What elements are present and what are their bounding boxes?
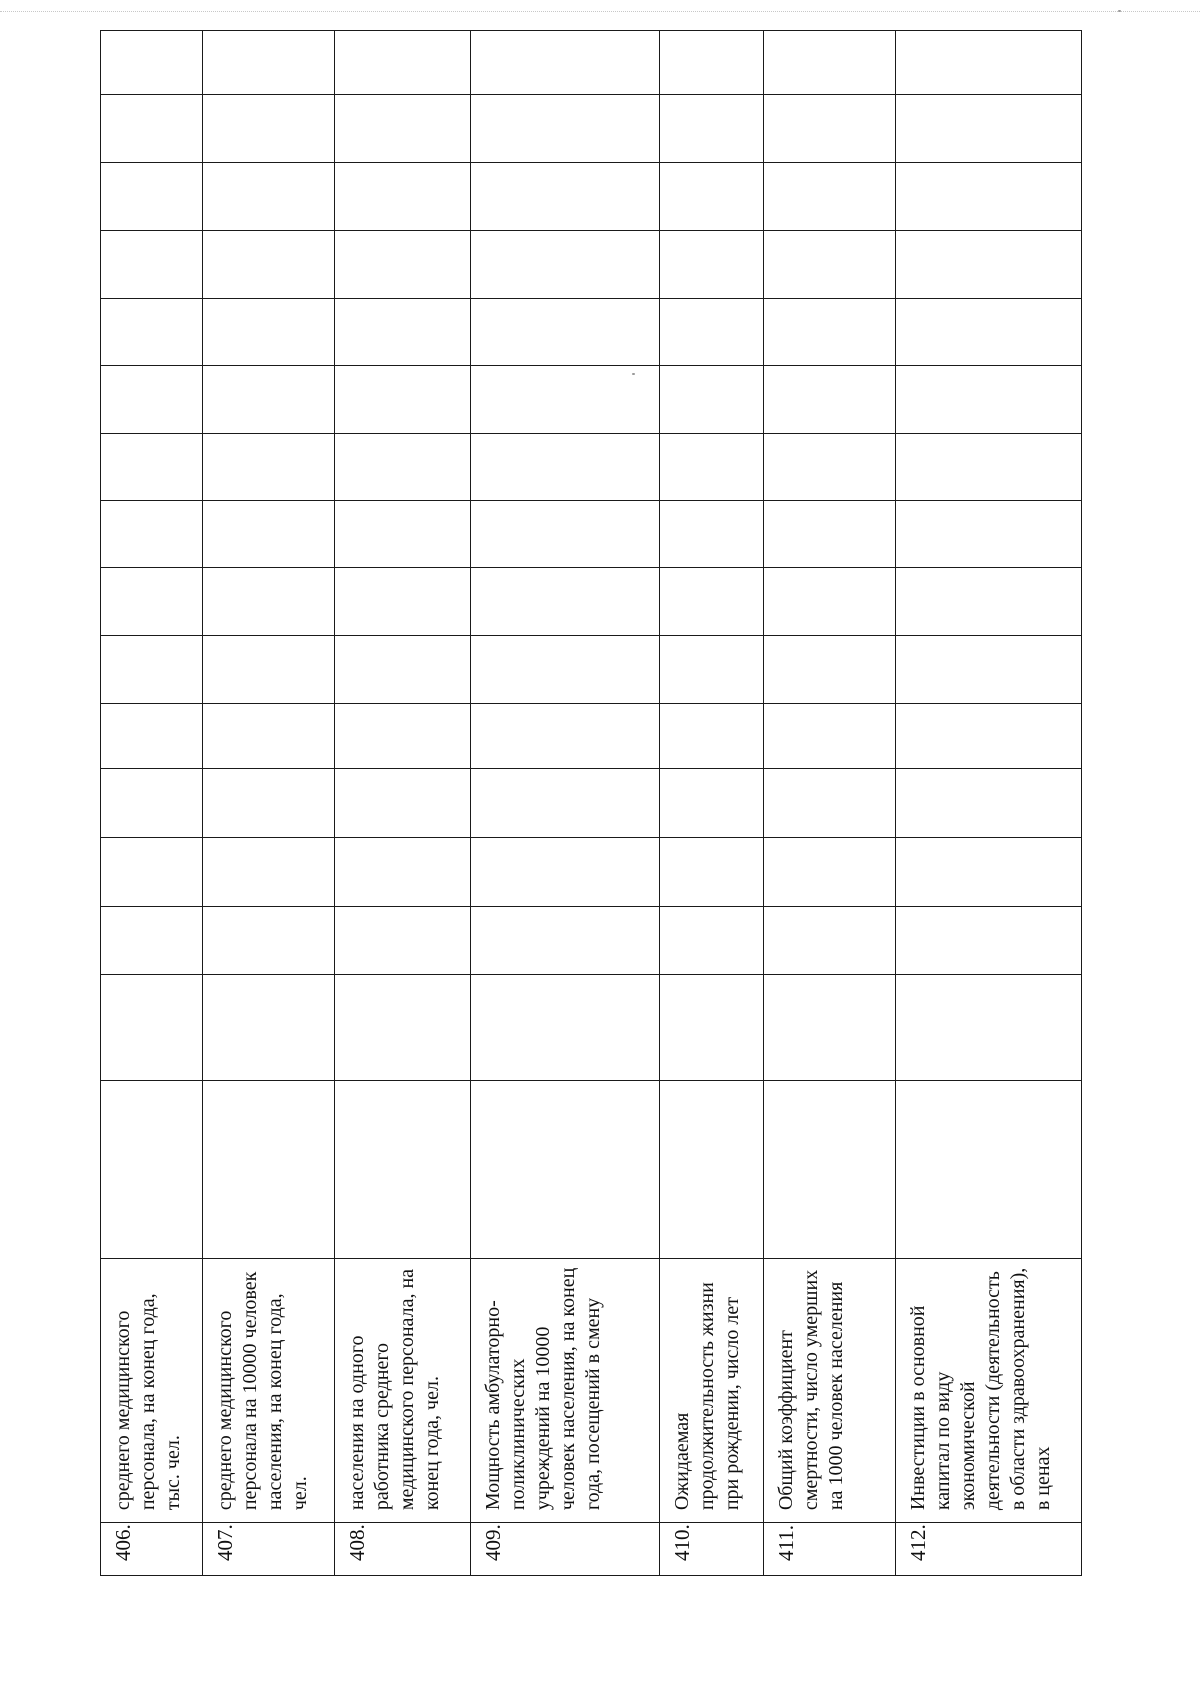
value-cell xyxy=(202,568,334,636)
table-body xyxy=(101,31,1082,1576)
value-cell xyxy=(659,769,763,838)
value-cell xyxy=(763,769,895,838)
value-cell xyxy=(202,500,334,568)
value-cell xyxy=(101,635,203,703)
value-cell xyxy=(763,1081,895,1259)
value-cell xyxy=(202,298,334,366)
value-cell xyxy=(101,837,203,906)
value-cell xyxy=(202,31,334,95)
value-cell xyxy=(334,568,470,636)
value-cell xyxy=(471,703,659,769)
value-cell xyxy=(763,500,895,568)
row-number: 412. xyxy=(895,1523,1081,1576)
value-cell xyxy=(202,230,334,298)
indicator-description: Ожидаемая продолжительность жизни при рождении, число лет xyxy=(659,1258,763,1522)
indicator-description: среднего медицинского персонала, на конец года, тыс. чел. xyxy=(101,1258,203,1522)
value-cell xyxy=(895,1081,1081,1259)
value-cell xyxy=(471,366,659,434)
value-cell xyxy=(202,163,334,231)
value-cell xyxy=(101,1081,203,1259)
value-cell xyxy=(202,703,334,769)
value-cell xyxy=(334,230,470,298)
rotated-table-container xyxy=(100,30,1082,1576)
value-cell xyxy=(334,906,470,975)
row-number: 410. xyxy=(659,1523,763,1576)
table-row xyxy=(895,31,1081,1576)
table-row xyxy=(471,31,659,1576)
value-cell xyxy=(334,703,470,769)
value-cell xyxy=(101,298,203,366)
value-cell xyxy=(471,163,659,231)
value-cell xyxy=(763,703,895,769)
value-cell xyxy=(101,94,203,163)
value-cell xyxy=(895,94,1081,163)
value-cell xyxy=(334,635,470,703)
value-cell xyxy=(471,500,659,568)
value-cell xyxy=(334,769,470,838)
row-number: 409. xyxy=(471,1523,659,1576)
value-cell xyxy=(101,568,203,636)
value-cell xyxy=(763,230,895,298)
value-cell xyxy=(202,434,334,501)
value-cell xyxy=(659,975,763,1081)
table-row xyxy=(101,31,203,1576)
value-cell xyxy=(334,837,470,906)
indicator-description: Общий коэффициент смертности, число умерших на 1000 человек населения xyxy=(763,1258,895,1522)
value-cell xyxy=(659,837,763,906)
value-cell xyxy=(471,298,659,366)
table-row xyxy=(763,31,895,1576)
indicator-description: Мощность амбулаторно-поликлинических учреждений на 10000 человек населения, на конец года, посещений в смену xyxy=(471,1258,659,1522)
value-cell xyxy=(659,1081,763,1259)
value-cell xyxy=(101,906,203,975)
value-cell xyxy=(101,434,203,501)
indicator-description: среднего медицинского персонала на 10000 человек населения, на конец года, чел. xyxy=(202,1258,334,1522)
value-cell xyxy=(471,769,659,838)
value-cell xyxy=(763,94,895,163)
scan-speck xyxy=(1118,10,1121,12)
indicator-description: населения на одного работника среднего медицинского персонала, на конец года, чел. xyxy=(334,1258,470,1522)
value-cell xyxy=(895,230,1081,298)
row-number: 407. xyxy=(202,1523,334,1576)
value-cell xyxy=(763,31,895,95)
value-cell xyxy=(202,837,334,906)
indicator-description: Инвестиции в основной капитал по виду экономической деятельности (деятельность в области здравоохранения), в ценах xyxy=(895,1258,1081,1522)
value-cell xyxy=(334,500,470,568)
row-number: 411. xyxy=(763,1523,895,1576)
value-cell xyxy=(763,434,895,501)
value-cell xyxy=(659,635,763,703)
value-cell xyxy=(659,230,763,298)
table-row xyxy=(659,31,763,1576)
value-cell xyxy=(471,906,659,975)
value-cell xyxy=(659,434,763,501)
value-cell xyxy=(334,1081,470,1259)
value-cell xyxy=(471,837,659,906)
scan-top-edge xyxy=(0,11,1200,12)
table-row xyxy=(202,31,334,1576)
value-cell xyxy=(202,1081,334,1259)
value-cell xyxy=(471,94,659,163)
value-cell xyxy=(471,434,659,501)
value-cell xyxy=(334,163,470,231)
value-cell xyxy=(895,906,1081,975)
value-cell xyxy=(471,568,659,636)
value-cell xyxy=(659,500,763,568)
value-cell xyxy=(101,975,203,1081)
value-cell xyxy=(895,769,1081,838)
value-cell xyxy=(334,298,470,366)
value-cell xyxy=(763,975,895,1081)
value-cell xyxy=(334,434,470,501)
value-cell xyxy=(895,434,1081,501)
value-cell xyxy=(763,366,895,434)
value-cell xyxy=(101,500,203,568)
value-cell xyxy=(202,975,334,1081)
value-cell xyxy=(471,975,659,1081)
value-cell xyxy=(202,366,334,434)
value-cell xyxy=(659,568,763,636)
value-cell xyxy=(895,635,1081,703)
value-cell xyxy=(659,366,763,434)
value-cell xyxy=(659,906,763,975)
value-cell xyxy=(471,230,659,298)
value-cell xyxy=(659,298,763,366)
value-cell xyxy=(763,906,895,975)
value-cell xyxy=(895,837,1081,906)
value-cell xyxy=(763,837,895,906)
value-cell xyxy=(659,163,763,231)
value-cell xyxy=(659,94,763,163)
value-cell xyxy=(763,568,895,636)
value-cell xyxy=(101,366,203,434)
value-cell xyxy=(763,298,895,366)
value-cell xyxy=(101,163,203,231)
value-cell xyxy=(763,635,895,703)
value-cell xyxy=(895,298,1081,366)
value-cell xyxy=(895,975,1081,1081)
value-cell xyxy=(334,975,470,1081)
value-cell xyxy=(471,31,659,95)
value-cell xyxy=(101,703,203,769)
value-cell xyxy=(202,769,334,838)
indicators-table xyxy=(100,30,1082,1576)
value-cell xyxy=(334,31,470,95)
value-cell xyxy=(659,31,763,95)
value-cell xyxy=(101,230,203,298)
value-cell xyxy=(202,906,334,975)
value-cell xyxy=(471,635,659,703)
value-cell xyxy=(202,94,334,163)
value-cell xyxy=(895,568,1081,636)
value-cell xyxy=(101,31,203,95)
value-cell xyxy=(895,31,1081,95)
row-number: 406. xyxy=(101,1523,203,1576)
table-row xyxy=(334,31,470,1576)
value-cell xyxy=(334,366,470,434)
value-cell xyxy=(763,163,895,231)
value-cell xyxy=(202,635,334,703)
value-cell xyxy=(895,366,1081,434)
value-cell xyxy=(659,703,763,769)
value-cell xyxy=(895,163,1081,231)
value-cell xyxy=(101,769,203,838)
value-cell xyxy=(895,703,1081,769)
value-cell xyxy=(895,500,1081,568)
value-cell xyxy=(334,94,470,163)
row-number: 408. xyxy=(334,1523,470,1576)
value-cell xyxy=(471,1081,659,1259)
